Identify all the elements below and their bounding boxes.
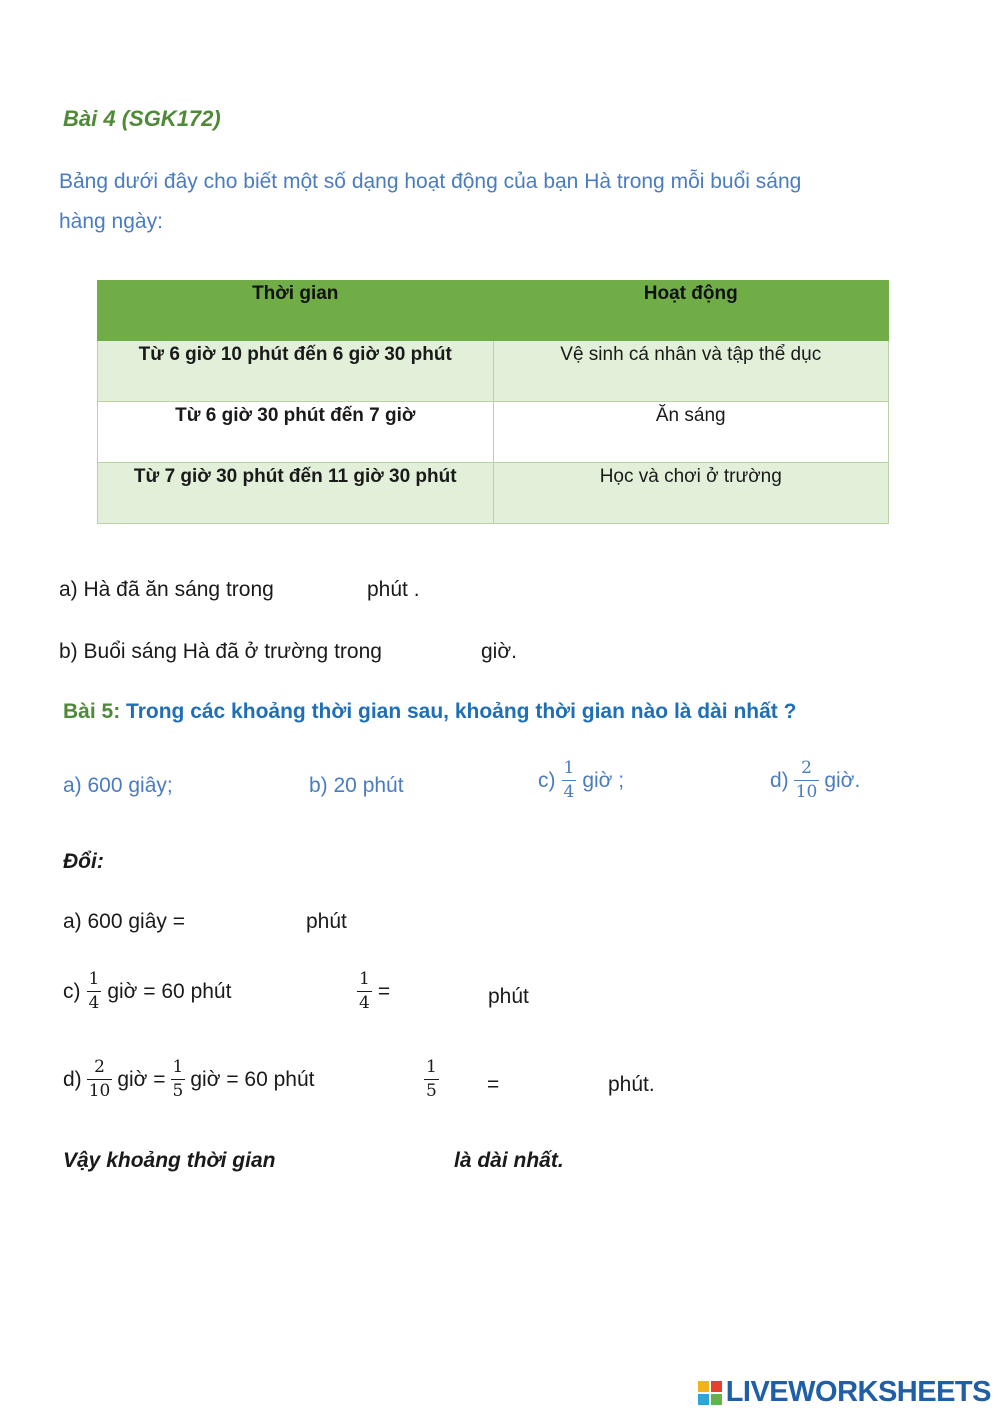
conclusion-right: là dài nhất. [454,1149,564,1172]
conversion-d-fraction-2 [171,1059,186,1100]
table-cell-activity: Ăn sáng [493,402,889,463]
exercise-4-intro-line1: Bảng dưới đây cho biết một số dạng hoạt động của bạn Hà trong mỗi buổi sáng [59,170,802,193]
conversion-d-fraction-3 [424,1059,439,1100]
conversion-c-right: phút [488,985,529,1008]
fraction-denominator: 10 [795,782,818,802]
table-header-row [98,281,889,341]
table-cell-activity: Học và chơi ở trường [493,463,889,524]
table-row [98,341,889,402]
option-c-fraction [562,760,577,801]
option-d-suffix: giờ. [824,768,861,792]
table-row [98,463,889,524]
option-d [770,760,860,801]
option-c-prefix: c) [538,768,556,792]
table-cell-time: Từ 6 giờ 10 phút đến 6 giờ 30 phút [98,341,494,402]
conversion-d-equals: = [487,1073,500,1096]
fraction-numerator: 1 [172,1057,184,1077]
conversion-d-middle [424,1059,439,1100]
option-d-fraction [794,760,820,801]
table-row [98,402,889,463]
conversion-d-prefix: d) [63,1067,82,1091]
fraction-numerator: 1 [88,969,100,989]
activity-table [97,280,889,524]
fraction-denominator: 10 [88,1081,111,1101]
exercise-5-question: Trong các khoảng thời gian sau, khoảng thời gian nào là dài nhất ? [126,700,797,723]
exercise-5-heading [63,700,796,724]
conversion-c-middle [357,971,390,1012]
option-b: b) 20 phút [309,774,404,797]
conversion-c-mid: giờ = 60 phút [107,979,232,1003]
fraction-numerator: 2 [94,1057,105,1077]
fraction-numerator: 2 [801,758,812,778]
question-b-suffix: giờ. [481,640,517,663]
conclusion-left: Vậy khoảng thời gian [63,1149,276,1172]
question-a-suffix: phút . [367,578,420,601]
fraction-numerator: 1 [563,758,575,778]
exercise-5-label: Bài 5: [63,700,121,723]
option-c [538,760,624,801]
table-cell-activity: Vệ sinh cá nhân và tập thể dục [493,341,889,402]
table-cell-time: Từ 7 giờ 30 phút đến 11 giờ 30 phút [98,463,494,524]
conversion-c-fraction-2 [357,971,372,1012]
conversion-d-right: phút. [608,1073,655,1096]
fraction-numerator: 1 [426,1057,437,1077]
fraction-denominator: 5 [426,1081,437,1101]
question-b-prefix: b) Buổi sáng Hà đã ở trường trong [59,640,382,663]
table-header-time: Thời gian [98,281,494,341]
exercise-4-intro-line2: hàng ngày: [59,210,163,233]
conversion-d-mid2: giờ = 60 phút [190,1067,315,1091]
fraction-denominator: 4 [88,993,100,1013]
table-header-activity: Hoạt động [493,281,889,341]
logo-text: LIVEWORKSHEETS [725,1376,991,1408]
conversion-a-right: phút [306,910,347,933]
fraction-numerator: 1 [359,969,370,989]
question-a-prefix: a) Hà đã ăn sáng trong [59,578,274,601]
conversion-d-left [63,1059,315,1100]
fraction-denominator: 4 [563,782,575,802]
liveworksheets-logo [698,1376,991,1409]
option-a: a) 600 giây; [63,774,173,797]
fraction-denominator: 4 [359,993,370,1013]
conversion-d-fraction-1 [87,1059,113,1100]
conversion-c-prefix: c) [63,979,81,1003]
conversion-a-left: a) 600 giây = [63,910,186,933]
conversion-c-fraction [87,971,102,1012]
table-cell-time: Từ 6 giờ 30 phút đến 7 giờ [98,402,494,463]
conversion-heading: Đổi: [63,850,104,873]
conversion-d-mid1: giờ = [117,1067,166,1091]
conversion-c-left [63,971,231,1012]
option-d-prefix: d) [770,768,789,792]
conversion-c-equals: = [377,979,391,1003]
option-c-suffix: giờ ; [582,768,625,792]
fraction-denominator: 5 [172,1081,184,1101]
logo-icon [698,1381,722,1405]
exercise-4-title: Bài 4 (SGK172) [63,106,221,131]
